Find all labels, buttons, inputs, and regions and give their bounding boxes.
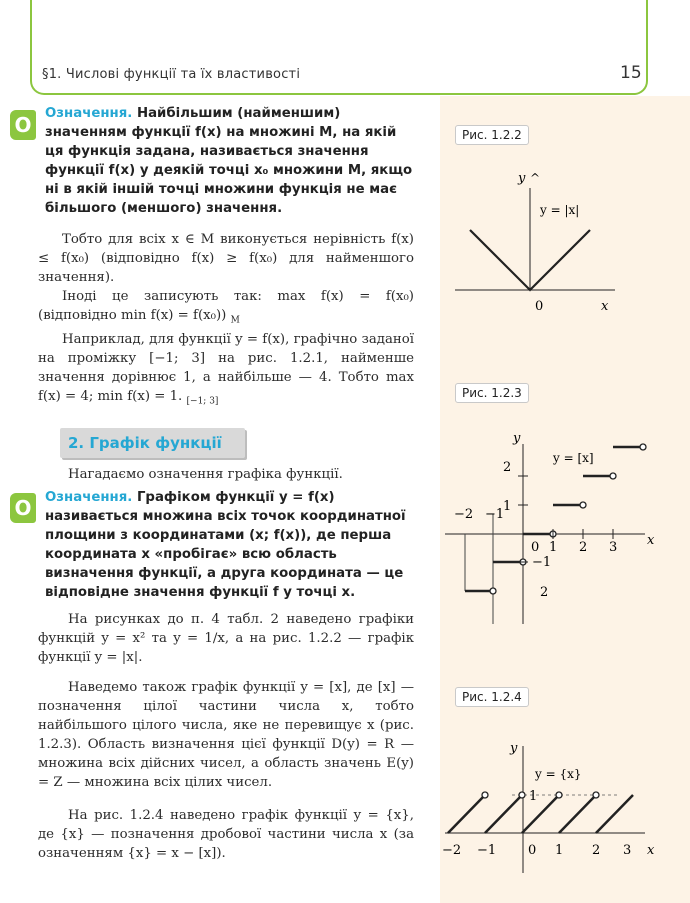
definition-max-min (45, 104, 415, 218)
graph-floor (440, 404, 680, 634)
y-axis-label: y (518, 171, 526, 186)
example-text: Наприклад, для функції y = f(x), графічно заданої на проміжку [−1; 3] на рис. 1.2.1, найменше значення дорівнює 1, а найбільше — 4. Тобто max f(x) = 4; min f(x) = 1. (38, 332, 414, 404)
paragraph-floor: Наведемо також графік функції y = [x], де [x] — позначення цілої частини числа x, тобто найбільшого цілого числа, яке не перевищує x (рис. 1.2.3). Область визначення цієї функції D(y) = R — множина всіх дійсних чисел, а область значень E(y) = Z — множина всіх цілих чисел. (38, 680, 414, 790)
definition-label: Означення. (45, 490, 133, 505)
y-tick-label: 1 (529, 789, 538, 804)
x-tick-label: −2 (442, 843, 462, 858)
definition-graph (45, 488, 415, 602)
x-tick-label: 3 (623, 843, 632, 858)
x-tick-label: 1 (549, 540, 558, 555)
x-axis-label: x (647, 533, 655, 548)
paragraph-inequality: Тобто для всіх x ∈ M виконується нерівність f(x) ≤ f(x₀) (відповідно f(x) ≥ f(x₀) для найменшого значення). (38, 232, 414, 285)
function-label: y = [x] (553, 451, 594, 465)
definition-icon: О (10, 493, 36, 523)
section-heading (60, 428, 245, 458)
open-point (482, 792, 488, 798)
paragraph-graphs: На рисунках до п. 4 табл. 2 наведено графіки функцій y = x² та y = 1/x, а на рис. 1.2.2 — графік функції y = |x|. (38, 612, 414, 665)
open-point (580, 502, 586, 508)
origin-label: 0 (528, 843, 537, 858)
open-point (519, 792, 525, 798)
origin-label: 0 (531, 540, 540, 555)
x-tick-label: −2 (454, 507, 474, 522)
function-label: y = {x} (535, 767, 582, 781)
x-tick-label: −1 (485, 507, 505, 522)
frac-segment (448, 795, 485, 833)
figure-1-2-4 (442, 686, 680, 886)
figure-1-2-2 (455, 124, 680, 334)
definition-label: Означення. (45, 106, 133, 121)
x-tick-label: 2 (579, 540, 588, 555)
example-subscript: [−1; 3] (186, 396, 219, 407)
chapter-title: §1. Числові функції та їх властивості (42, 67, 301, 82)
paragraph-notation (38, 287, 414, 331)
figure-label: Рис. 1.2.3 (455, 383, 529, 403)
frac-segment (596, 795, 633, 833)
definition-text: Графіком функції y = f(x) називається множина всіх точок координатної площини з координатами (x; f(x)), де перша координата x «пробігає» всю область визначення функції, а друга координата — це відповідне значення функції f у точці x. (45, 490, 406, 600)
notation-subscript: M (230, 315, 240, 326)
origin-label: 0 (535, 299, 544, 314)
paragraph-example (38, 330, 414, 412)
function-label: y = |x| (540, 203, 580, 217)
y-axis-label: y (513, 431, 521, 446)
frac-segment (559, 795, 596, 833)
open-point (556, 792, 562, 798)
open-point (593, 792, 599, 798)
figure-label: Рис. 1.2.2 (455, 125, 529, 145)
definition-text: Найбільшим (найменшим) значенням функції f(x) на множині M, на якій ця функція задана, називається значення функції f(x) у деякій точці x₀ множини M, якщо ні в якій іншій точці множини функція не має більшого (меншого) значення. (45, 106, 413, 216)
x-tick-label: 3 (609, 540, 618, 555)
y-tick-label: 2 (503, 460, 512, 475)
figure-label: Рис. 1.2.4 (455, 687, 529, 707)
page-number: 15 (620, 63, 642, 83)
notation-text: Іноді це записують так: max f(x) = f(x₀) (відповідно min f(x) = f(x₀)) (38, 289, 414, 323)
x-tick-label: 2 (592, 843, 601, 858)
open-point (490, 588, 496, 594)
paragraph-recall: Нагадаємо означення графіка функції. (68, 467, 343, 482)
paragraph-fraction: На рис. 1.2.4 наведено графік функції y = {x}, де {x} — позначення дробової частини числа x (за означенням {x} = x − [x]). (38, 808, 414, 861)
figure-1-2-3 (455, 382, 680, 622)
x-axis-label: x (601, 299, 609, 314)
definition-icon: О (10, 110, 36, 140)
y-tick-label: −1 (532, 555, 552, 570)
frac-segment (485, 795, 522, 833)
frac-segment (522, 795, 559, 833)
graph-abs (440, 148, 680, 338)
y-arrow: ^ (530, 171, 541, 185)
section-title: 2. Графік функції (68, 434, 222, 452)
open-point (610, 473, 616, 479)
y-tick-label: 2 (540, 585, 549, 600)
y-tick-label: 1 (503, 499, 512, 514)
y-axis-label: y (510, 741, 518, 756)
open-point (640, 444, 646, 450)
graph-frac (440, 708, 680, 898)
x-tick-label: 1 (555, 843, 564, 858)
x-tick-label: −1 (477, 843, 497, 858)
x-axis-label: x (647, 843, 655, 858)
